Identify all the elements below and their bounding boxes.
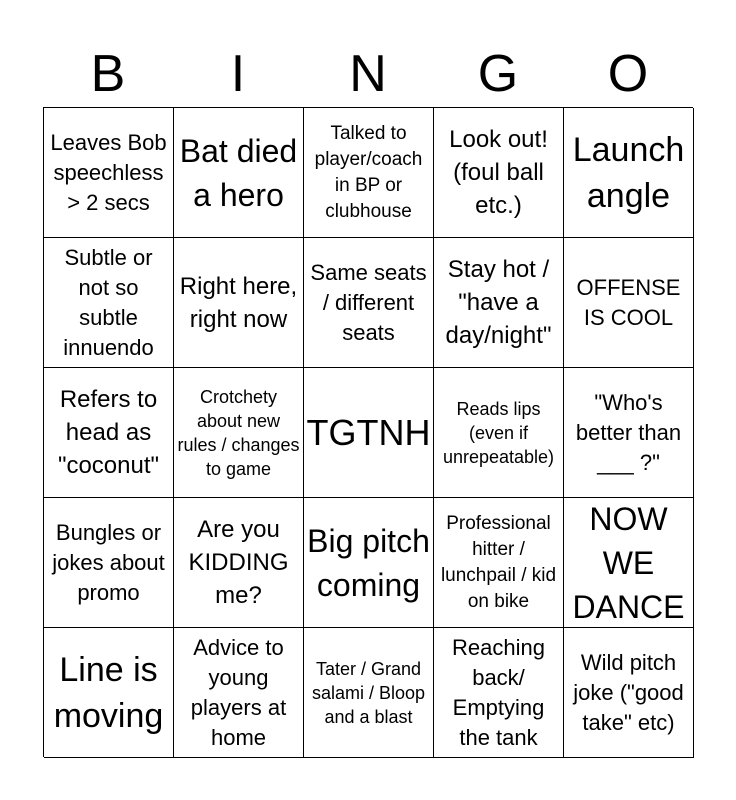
bingo-cell[interactable] bbox=[44, 238, 174, 368]
bingo-cell[interactable] bbox=[434, 238, 564, 368]
cell-text: OFFENSE IS COOL bbox=[576, 274, 681, 330]
bingo-cell[interactable] bbox=[304, 368, 434, 498]
bingo-cell[interactable] bbox=[564, 498, 694, 628]
cell-text: Refers to head as "coconut" bbox=[57, 386, 160, 479]
bingo-cell[interactable] bbox=[564, 238, 694, 368]
cell-text: Bungles or jokes about promo bbox=[52, 519, 165, 605]
bingo-cell[interactable] bbox=[434, 628, 564, 758]
cell-text: Right here, right now bbox=[179, 272, 298, 333]
bingo-cell[interactable] bbox=[174, 498, 304, 628]
header-letter-i: I bbox=[230, 45, 246, 103]
header-letter-n: N bbox=[349, 45, 387, 103]
cell-text: Tater / Grand salami / Bloop and a blast bbox=[311, 658, 426, 727]
bingo-cell[interactable] bbox=[434, 368, 564, 498]
cell-text: Launch angle bbox=[572, 130, 685, 215]
cell-text: NOW WE DANCE bbox=[572, 500, 685, 625]
cell-text: Advice to young players at home bbox=[190, 634, 287, 750]
cell-text: Same seats / different seats bbox=[310, 259, 427, 345]
cell-text: Big pitch coming bbox=[307, 522, 430, 603]
bingo-grid bbox=[43, 107, 693, 757]
bingo-cell[interactable] bbox=[174, 368, 304, 498]
header-letter-o: O bbox=[607, 45, 649, 103]
cell-text: "Who's better than ___ ?" bbox=[575, 389, 682, 475]
cell-text: Are you KIDDING me? bbox=[188, 516, 289, 609]
bingo-header bbox=[43, 44, 693, 104]
cell-text: Reads lips (even if unrepeatable) bbox=[442, 398, 555, 467]
cell-text: Professional hitter / lunchpail / kid on bike bbox=[440, 512, 557, 612]
bingo-cell[interactable] bbox=[304, 238, 434, 368]
cell-text: Bat died a hero bbox=[179, 132, 298, 213]
bingo-cell[interactable] bbox=[44, 368, 174, 498]
cell-text: Crotchety about new rules / changes to game bbox=[177, 386, 300, 479]
cell-text: Stay hot / "have a day/night" bbox=[445, 256, 552, 349]
bingo-cell[interactable] bbox=[434, 108, 564, 238]
bingo-cell[interactable] bbox=[304, 628, 434, 758]
bingo-cell[interactable] bbox=[304, 108, 434, 238]
cell-text: Wild pitch joke ("good take" etc) bbox=[573, 649, 684, 735]
bingo-cell[interactable] bbox=[44, 498, 174, 628]
bingo-cell[interactable] bbox=[434, 498, 564, 628]
cell-text: Look out! (foul ball etc.) bbox=[449, 126, 548, 219]
bingo-cell[interactable] bbox=[564, 108, 694, 238]
cell-text: Subtle or not so subtle innuendo bbox=[63, 244, 154, 360]
bingo-cell[interactable] bbox=[174, 628, 304, 758]
cell-text: Leaves Bob speechless > 2 secs bbox=[50, 129, 167, 215]
bingo-cell[interactable] bbox=[304, 498, 434, 628]
cell-text: Talked to player/coach in BP or clubhouse bbox=[314, 122, 423, 222]
cell-text: Line is moving bbox=[53, 650, 164, 735]
cell-text: TGTNH bbox=[306, 411, 431, 453]
bingo-cell[interactable] bbox=[44, 108, 174, 238]
bingo-cell[interactable] bbox=[44, 628, 174, 758]
bingo-cell[interactable] bbox=[564, 368, 694, 498]
bingo-cell[interactable] bbox=[174, 238, 304, 368]
cell-text: Reaching back/ Emptying the tank bbox=[452, 634, 545, 750]
bingo-cell[interactable] bbox=[174, 108, 304, 238]
header-letter-g: G bbox=[477, 45, 519, 103]
bingo-cell[interactable] bbox=[564, 628, 694, 758]
header-letter-b: B bbox=[90, 45, 126, 103]
